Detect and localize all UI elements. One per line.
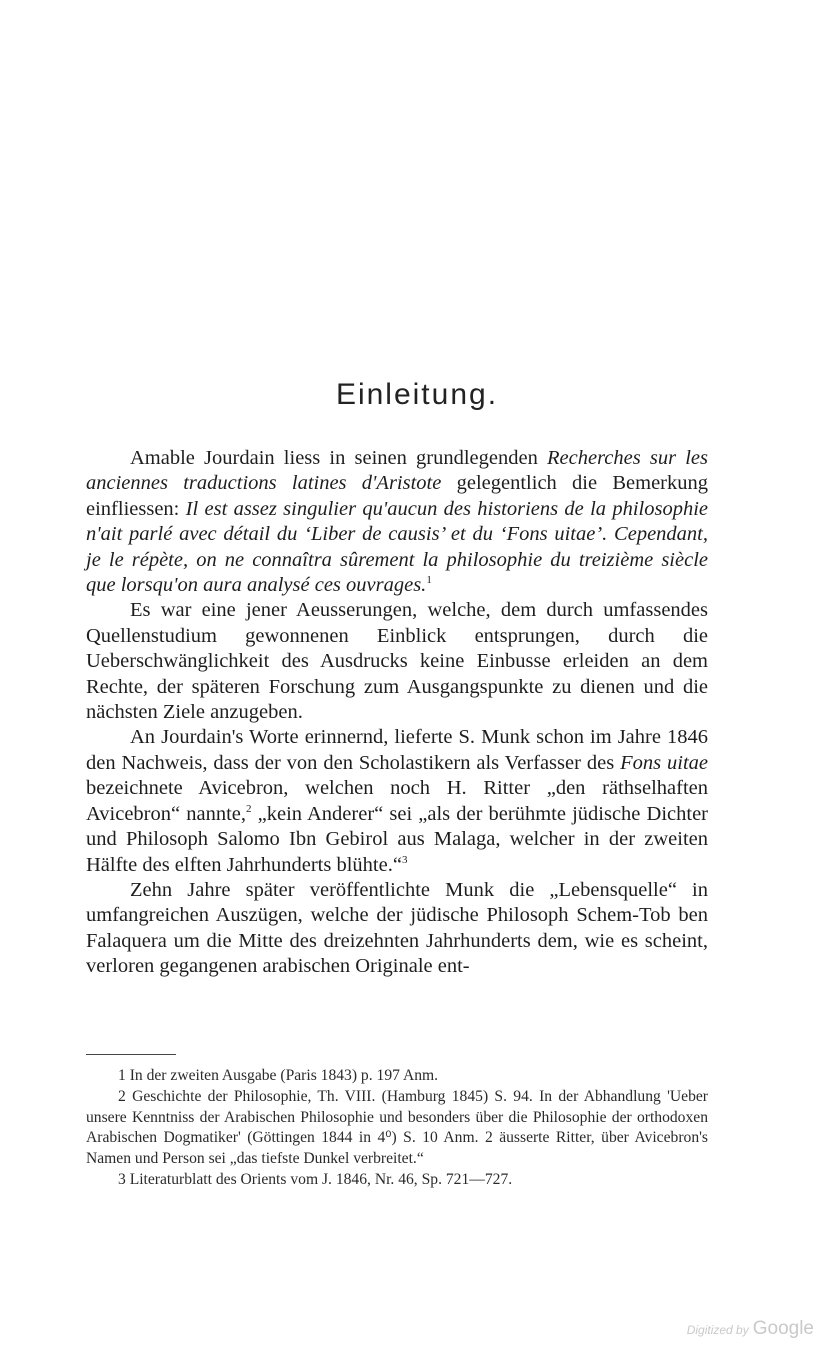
paragraph-1-text-b: gelegentlich die Bemerkung einfliessen:	[86, 472, 708, 520]
watermark-brand: Google	[752, 1318, 814, 1339]
digitization-watermark	[687, 1318, 814, 1340]
paragraph-4: Zehn Jahre später veröffentlichte Munk die „Lebensquelle“ in umfangreichen Auszügen, welche der jüdische Philosoph Schem-Tob ben Falaquera um die Mitte des dreizehnten Jahrhunderts dem, wie es scheint, verloren gegangenen arabischen Originale ent-	[86, 878, 708, 978]
chapter-title: Einleitung.	[335, 378, 499, 411]
paragraph-1-quotation: Il est assez singulier qu'aucun des historiens de la philosophie n'ait parlé avec détail du ‘Liber de causis’ et du ‘Fons uitae’. Cependant, je le répète, on ne connaîtra sûrement la philosophie du treizième siècle que lorsqu'on aura analysé ces ouvrages.	[86, 497, 708, 597]
paragraph-1-text-a: Amable Jourdain liess in seinen grundlegenden	[130, 447, 547, 469]
footnote-ref-3: 3	[401, 853, 408, 866]
paragraph-3-text-a: An Jourdain's Worte erinnernd, lieferte S. Munk schon im Jahre 1846 den Nachweis, dass der von den Scholastikern als Verfasser des	[86, 726, 708, 774]
footnote-ref-1: 1	[426, 574, 432, 587]
main-text	[86, 446, 708, 980]
footnote-3: 3 Literaturblatt des Orients vom J. 1846, Nr. 46, Sp. 721—727.	[118, 1170, 513, 1188]
paragraph-3-text-c: „kein Anderer“ sei „als der berühmte jüdische Dichter und Philosoph Salomo Ibn Gebirol aus Malaga, welcher in der zweiten Hälfte des elften Jahrhunderts blühte.“	[86, 802, 708, 876]
paragraph-1-book-title: Recherches sur les anciennes traductions latines d'Aristote	[86, 447, 708, 495]
paragraph-3-title: Fons uitae	[620, 751, 708, 774]
watermark-prefix: Digitized by	[686, 1323, 749, 1337]
paragraph-3-text-b: bezeichnete Avicebron, welchen noch H. Ritter „den räthselhaften Avicebron“ nannte,	[86, 777, 708, 825]
footnote-ref-2: 2	[246, 802, 252, 815]
paragraph-3	[86, 725, 708, 877]
footnote-1: 1 In der zweiten Ausgabe (Paris 1843) p. 197 Anm.	[118, 1067, 439, 1084]
footnote-divider	[86, 1054, 176, 1055]
paragraph-2: Es war eine jener Aeusserungen, welche, dem durch umfassendes Quellenstudium gewonnenen Einblick entsprungen, durch die Ueberschwänglichkeit des Ausdrucks keine Einbusse erleiden an dem Rechte, der späteren Forschung zum Ausgangspunkte zu dienen und die nächsten Ziele anzugeben.	[86, 599, 708, 724]
paragraph-1	[86, 446, 708, 598]
footnote-2: 2 Geschichte der Philosophie, Th. VIII. (Hamburg 1845) S. 94. In der Abhandlung 'Ueber unsere Kenntniss der Arabischen Philosophie und besonders über die Philosophie der orthodoxen Arabischen Dogmatiker' (Göttingen 1844 in 4⁰) S. 10 Anm. 2 äusserte Ritter, über Avicebron's Namen und Person sei „das tiefste Dunkel verbreitet.“	[86, 1087, 708, 1168]
footnotes	[86, 1066, 708, 1191]
